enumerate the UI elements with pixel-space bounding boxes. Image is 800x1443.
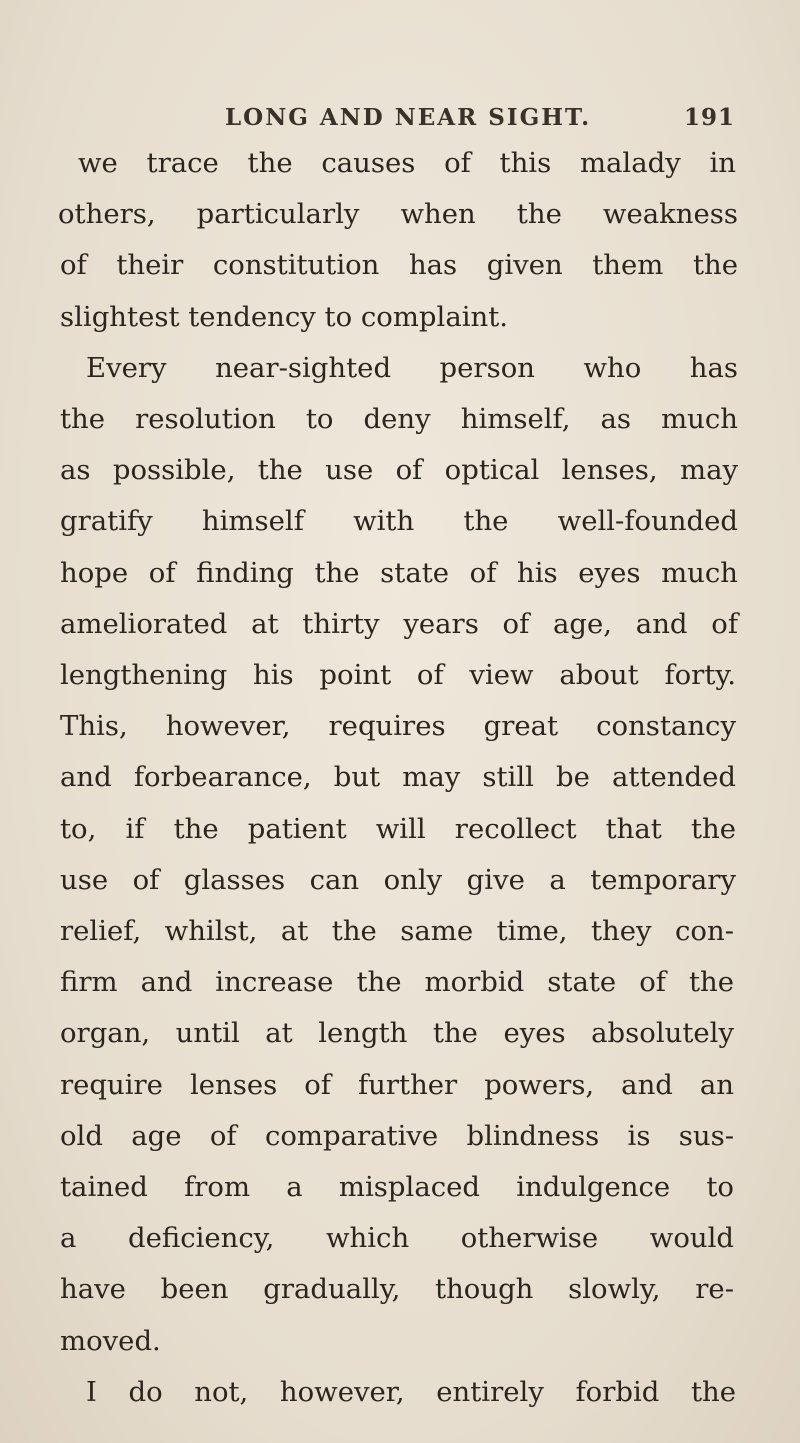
text-line: organ, until at length the eyes absolutely — [60, 1017, 734, 1050]
text-line: we trace the causes of this malady in — [78, 147, 736, 179]
text-line: Every near-sighted person who has — [86, 351, 738, 384]
running-head-title: LONG AND NEAR SIGHT. — [225, 104, 592, 131]
text-line: tained from a misplaced indulgence to — [60, 1171, 734, 1203]
text-line: as possible, the use of optical lenses, may — [60, 454, 738, 487]
text-line: others, particularly when the weakness — [58, 198, 738, 231]
text-line: the resolution to deny himself, as much — [60, 403, 738, 435]
text-line: gratify himself with the well-founded — [60, 505, 738, 538]
text-line: hope of finding the state of his eyes much — [60, 556, 738, 589]
text-line: have been gradually, though slowly, re- — [60, 1273, 734, 1306]
text-line: require lenses of further powers, and an — [60, 1068, 734, 1101]
page-number: 191 — [683, 104, 735, 131]
text-line: ameliorated at thirty years of age, and of — [60, 607, 738, 640]
text-line: of their constitution has given them the — [60, 249, 738, 282]
text-line: lengthening his point of view about forty. — [60, 659, 736, 691]
text-line: slightest tendency to complaint. — [60, 300, 509, 333]
text-line: firm and increase the morbid state of the — [60, 966, 734, 999]
text-line: moved. — [60, 1324, 161, 1357]
text-line: relief, whilst, at the same time, they con- — [60, 915, 734, 947]
text-line: use of glasses can only give a temporary — [60, 863, 736, 896]
text-line: I do not, however, entirely forbid the — [86, 1375, 736, 1408]
text-line: a deficiency, which otherwise would — [60, 1222, 734, 1255]
text-line: to, if the patient will recollect that the — [60, 812, 736, 845]
text-line: and forbearance, but may still be attended — [60, 761, 736, 794]
text-line: This, however, requires great constancy — [60, 710, 736, 743]
text-line: old age of comparative blindness is sus- — [60, 1119, 734, 1152]
